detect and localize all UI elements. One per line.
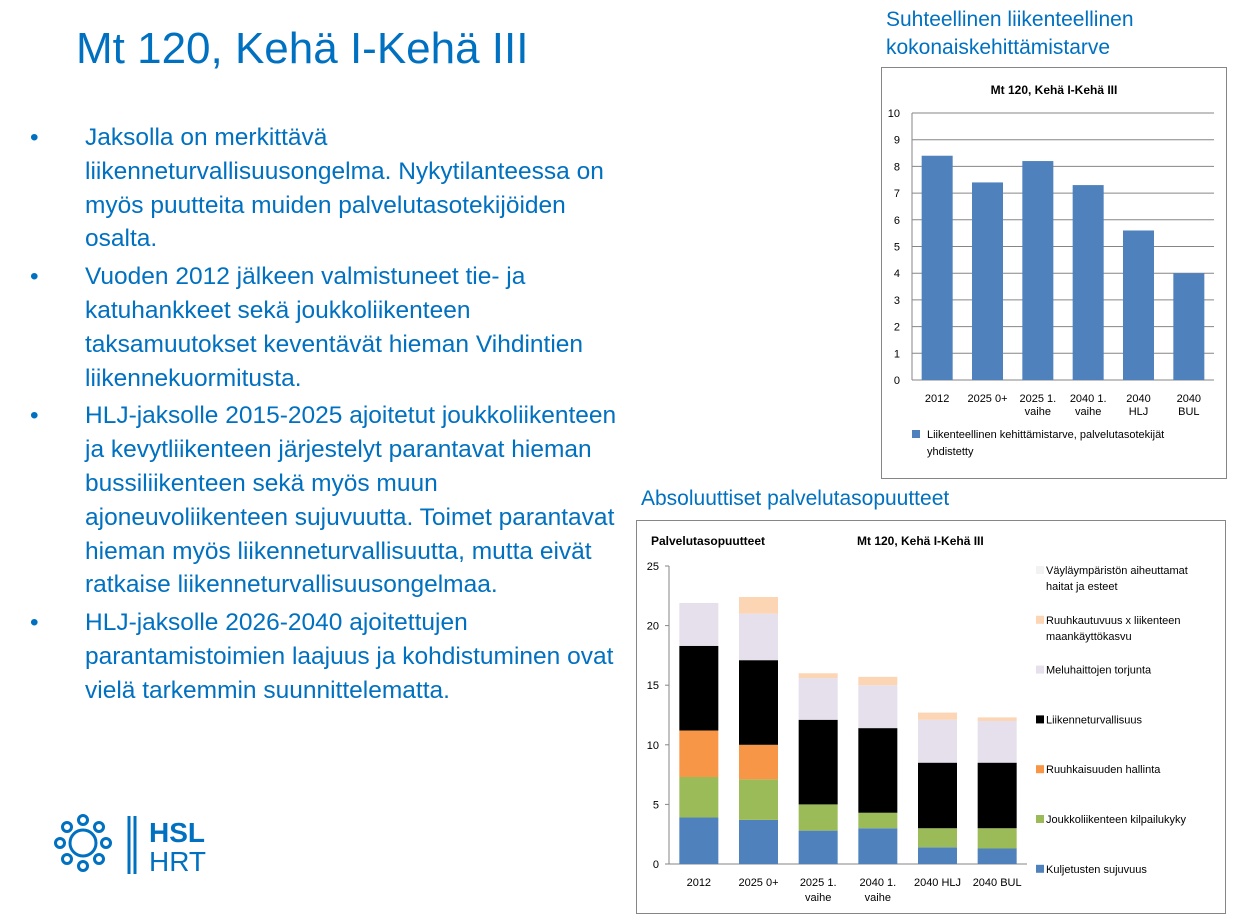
bar-segment: [679, 646, 718, 731]
bar: [1022, 161, 1053, 380]
bar: [972, 182, 1003, 380]
x-tick-label: 2040 1.: [1069, 393, 1107, 405]
legend-label: Ruuhkaisuuden hallinta: [1046, 764, 1161, 777]
bar-segment: [858, 677, 897, 685]
bar-segment: [918, 828, 957, 847]
legend-label: Kuljetusten sujuvuus: [1046, 863, 1147, 876]
legend-label: Meluhaittojen torjunta: [1046, 664, 1152, 677]
bullet-item: [30, 260, 630, 395]
legend-label: haitat ja esteet: [1046, 581, 1118, 593]
bar-segment: [799, 678, 838, 720]
bullet-dot: •: [30, 402, 39, 430]
chart-title: Palvelutasopuutteet: [651, 534, 766, 548]
legend-swatch: [912, 430, 920, 438]
x-tick-label: 2040: [1126, 393, 1151, 405]
legend-swatch: [1036, 566, 1044, 574]
legend-swatch: [1036, 815, 1044, 823]
y-tick-label: 10: [646, 739, 659, 752]
top-chart-svg: [882, 68, 1226, 478]
y-tick-label: 0: [893, 375, 900, 387]
bar-segment: [858, 813, 897, 828]
y-tick-label: 2: [893, 321, 900, 334]
hsl-logo-icon: [50, 812, 220, 878]
y-tick-label: 7: [893, 188, 900, 201]
bar: [922, 156, 953, 380]
y-tick-label: 5: [652, 799, 659, 812]
x-tick-label: BUL: [1178, 406, 1200, 418]
bullet-item: [30, 399, 630, 602]
hsl-hrt-logo: [50, 812, 220, 883]
y-tick-label: 10: [887, 108, 900, 120]
bar: [1173, 273, 1204, 380]
legend-swatch: [1036, 616, 1044, 624]
legend-swatch: [1036, 715, 1044, 723]
legend-label: Väyläympäristön aiheuttamat: [1046, 565, 1188, 577]
bar-segment: [679, 818, 718, 864]
legend-label: Liikenteellinen kehittämistarve, palvelutasotekijät: [927, 429, 1165, 441]
x-tick-label: 2025 1.: [799, 877, 837, 889]
legend-label: Joukkoliikenteen kilpailukyky: [1046, 814, 1187, 826]
top-chart-section-label: Suhteellinen liikenteellinen kokonaiskehittämistarve: [886, 8, 1134, 59]
bar-segment: [799, 720, 838, 805]
x-tick-label: vaihe: [1075, 406, 1102, 418]
x-tick-label: HLJ: [1128, 406, 1149, 418]
y-tick-label: 0: [652, 859, 659, 871]
bar: [1073, 185, 1104, 380]
y-tick-label: 4: [893, 268, 900, 281]
bullet-text: Vuoden 2012 jälkeen valmistuneet tie- ja katuhankkeet sekä joukkoliikenteen taksamuutokset keventävät hieman Vihdintien liikennekuormitusta.: [85, 263, 584, 392]
x-tick-label: 2040 1.: [859, 877, 897, 889]
bar-segment: [799, 804, 838, 830]
bar-segment: [858, 728, 897, 813]
logo-text-top: HSL: [149, 817, 205, 848]
bar-segment: [739, 660, 778, 745]
bar-segment: [739, 614, 778, 660]
bullet-dot: •: [30, 609, 39, 637]
y-tick-label: 9: [893, 134, 900, 147]
y-tick-label: 15: [646, 680, 659, 693]
bar-segment: [739, 597, 778, 614]
x-tick-label: 2025 1.: [1019, 393, 1057, 405]
x-tick-label: 2040 BUL: [972, 877, 1022, 889]
y-tick-label: 25: [646, 561, 659, 573]
x-tick-label: 2012: [924, 393, 950, 405]
bar: [1123, 230, 1154, 380]
x-tick-label: 2025 0+: [967, 393, 1008, 405]
chart-title: Mt 120, Kehä I-Kehä III: [990, 83, 1118, 97]
logo-text-bottom: HRT: [149, 846, 207, 877]
legend-swatch: [1036, 765, 1044, 773]
bar-segment: [918, 847, 957, 864]
bar-segment: [978, 849, 1017, 864]
bar-segment: [978, 828, 1017, 848]
slide-title: Mt 120, Kehä I-Kehä III: [76, 24, 529, 73]
legend-label: maankäyttökasvu: [1046, 630, 1132, 643]
y-tick-label: 3: [893, 294, 900, 307]
bar-segment: [978, 763, 1017, 829]
bullet-item: [30, 606, 630, 707]
bar-segment: [918, 720, 957, 763]
bottom-chart-section-label: Absoluuttiset palvelutasopuutteet: [641, 487, 950, 510]
x-tick-label: 2012: [686, 877, 712, 889]
y-tick-label: 6: [893, 214, 900, 227]
bar-segment: [858, 685, 897, 728]
bar-segment: [799, 673, 838, 678]
bar-segment: [739, 779, 778, 820]
y-tick-label: 8: [893, 161, 900, 174]
bottom-chart-svg: [637, 521, 1225, 913]
x-tick-label: vaihe: [1024, 406, 1051, 418]
x-tick-label: vaihe: [864, 892, 891, 904]
legend-swatch: [1036, 865, 1044, 873]
legend-label: Ruuhkautuvuus x liikenteen: [1046, 614, 1181, 627]
bar-segment: [799, 831, 838, 864]
x-tick-label: 2040 HLJ: [913, 877, 962, 889]
top-chart: [881, 67, 1227, 479]
y-tick-label: 1: [893, 348, 900, 361]
bar-segment: [978, 717, 1017, 721]
legend-label: yhdistetty: [927, 446, 974, 458]
bar-segment: [739, 820, 778, 864]
x-tick-label: 2040: [1176, 393, 1202, 405]
bar-segment: [918, 713, 957, 720]
bullet-item: [30, 121, 630, 256]
bar-segment: [858, 828, 897, 864]
bar-segment: [679, 603, 718, 646]
chart-subtitle: Mt 120, Kehä I-Kehä III: [857, 534, 984, 548]
legend-label: Liikenneturvallisuus: [1046, 714, 1142, 727]
bar-segment: [918, 763, 957, 829]
bullet-dot: •: [30, 263, 39, 291]
bullet-text: HLJ-jaksolle 2026-2040 ajoitettujen parantamistoimien laajuus ja kohdistuminen ovat vielä tarkemmin suunnittelematta.: [85, 609, 614, 704]
bullet-text: Jaksolla on merkittävä liikenneturvallisuusongelma. Nykytilanteessa on myös puutteita muiden palvelutasotekijöiden osalta.: [85, 124, 604, 253]
y-tick-label: 20: [646, 620, 659, 633]
legend-swatch: [1036, 666, 1044, 674]
bar-segment: [739, 745, 778, 780]
bullet-list: [30, 121, 630, 712]
y-tick-label: 5: [893, 241, 900, 254]
bar-segment: [679, 730, 718, 776]
bullet-dot: •: [30, 124, 39, 151]
x-tick-label: 2025 0+: [738, 877, 779, 889]
bullet-text: HLJ-jaksolle 2015-2025 ajoitetut joukkoliikenteen ja kevytliikenteen järjestelyt parantavat hieman bussiliikenteen sekä myös muun ajoneuvoliikenteen sujuvuutta. Toimet parantavat hieman myös liikenneturvallisuutta, mutta eivät ratkaise liikenneturvallisuusongelmaa.: [85, 402, 617, 599]
bar-segment: [978, 721, 1017, 763]
bar-segment: [679, 777, 718, 818]
x-tick-label: vaihe: [805, 892, 832, 904]
bottom-chart: [636, 520, 1226, 914]
